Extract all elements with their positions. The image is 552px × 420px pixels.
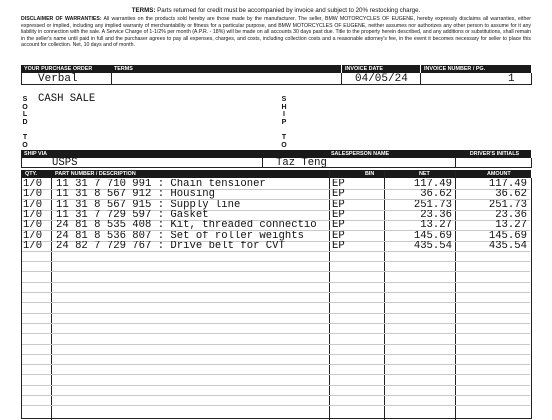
bin-cell: EP — [332, 230, 345, 241]
net-cell: 145.69 — [413, 230, 452, 241]
description-cell: 24 82 7 729 767 : Drive belt for CVT — [56, 240, 285, 251]
row-rule — [22, 323, 530, 324]
ship-via-value: USPS — [52, 157, 78, 169]
order-values-box — [21, 73, 532, 85]
bin-cell: EP — [332, 189, 345, 200]
salesperson-value: Taz Teng — [276, 157, 327, 169]
salesperson-label: SALESPERSON NAME — [262, 150, 455, 158]
description-cell: 11 31 7 710 991 : Chain tensioner — [56, 179, 266, 189]
terms-line — [0, 7, 552, 14]
row-rule — [22, 395, 530, 396]
description-cell: 24 81 8 536 807 : Set of roller weights — [56, 230, 304, 241]
invoice-date-value: 04/05/24 — [355, 73, 408, 85]
row-rule — [22, 405, 530, 406]
disclaimer-text: All warranties on the products sold hereby are those made by the manufacturer. The seller, BMW MOTORCYCLES OF EUGENE, hereby expressly disclaims all warranties, either expressed or implied, including any implied warranty of merchantability or fitness for a particular purpose, and BMW MOTORCYCLES OF EUGENE, neither assumes nor authorizes any other person to assume for it any liability in connection with the sale. A Service Charge of 1-1/2% per month (A.P.R. - 18%) will be made on all accounts 30 days past due. Title to the property herein described, and any additions or substitutions, shall remain in the seller's name until paid in full and the purchaser agrees to pay all expenses, charges, and costs, including collection costs and a reasonable attorney's fee, in the event it becomes necessary for seller to place this account for collection. Net, 10 days and of month. — [21, 16, 531, 49]
net-cell: 13.27 — [420, 220, 452, 231]
purchase-order-value: Verbal — [38, 73, 78, 85]
bin-header: BIN — [365, 171, 375, 177]
disclaimer-title: DISCLAIMER OF WARRANTIES: — [21, 16, 102, 22]
row-rule — [22, 354, 530, 355]
sold-to-value: CASH SALE — [38, 93, 96, 105]
row-rule — [22, 313, 530, 314]
row-rule — [22, 261, 530, 262]
description-cell: 11 31 8 567 915 : Supply line — [56, 199, 241, 210]
ship-via-label: SHIP VIA — [21, 150, 262, 158]
row-rule — [22, 385, 530, 386]
description-cell: 24 81 8 535 408 : Kit, threaded connectio — [56, 220, 317, 231]
qty-cell: 1/0 — [23, 209, 43, 220]
net-header: NET — [419, 171, 430, 177]
net-cell: 435.54 — [413, 240, 452, 251]
bin-cell: EP — [332, 209, 345, 220]
amount-cell: 251.73 — [488, 199, 527, 210]
row-rule — [22, 344, 530, 345]
bin-cell: EP — [332, 240, 345, 251]
row-rule — [22, 374, 530, 375]
part-header: PART NUMBER / DESCRIPTION — [55, 171, 136, 177]
row-rule — [22, 333, 530, 334]
net-cell: 117.49 — [413, 179, 452, 189]
amount-cell: 117.49 — [488, 179, 527, 189]
net-cell: 251.73 — [413, 199, 452, 210]
qty-header: QTY. — [25, 171, 37, 177]
ship-to-label: S H I P T O — [281, 96, 287, 149]
qty-cell: 1/0 — [23, 189, 43, 200]
qty-cell: 1/0 — [23, 240, 43, 251]
sold-to-label: S O L D T O — [22, 96, 28, 149]
disclaimer-block — [21, 16, 531, 49]
qty-cell: 1/0 — [23, 179, 43, 189]
qty-cell: 1/0 — [23, 230, 43, 241]
bin-cell: EP — [332, 220, 345, 231]
amount-cell: 13.27 — [495, 220, 527, 231]
row-rule — [22, 292, 530, 293]
amount-cell: 36.62 — [495, 189, 527, 200]
terms-label: TERMS — [111, 65, 341, 73]
net-cell: 36.62 — [420, 189, 452, 200]
row-rule — [22, 282, 530, 283]
description-cell: 11 31 8 567 912 : Housing — [56, 189, 215, 200]
invoice-number-value: 1 — [508, 73, 515, 85]
invoice-number-label: INVOICE NUMBER / PG. — [421, 65, 531, 73]
drivers-initials-label: DRIVER'S INITIALS — [455, 150, 531, 158]
qty-cell: 1/0 — [23, 199, 43, 210]
row-rule — [22, 364, 530, 365]
terms-text: Parts returned for credit must be accompanied by invoice and subject to 20% restocking charge. — [157, 7, 421, 14]
amount-cell: 145.69 — [488, 230, 527, 241]
row-rule — [22, 271, 530, 272]
row-rule — [22, 251, 530, 252]
terms-title: TERMS: — [131, 7, 156, 14]
bin-cell: EP — [332, 199, 345, 210]
qty-cell: 1/0 — [23, 220, 43, 231]
invoice-date-label: INVOICE DATE — [342, 65, 420, 73]
row-rule — [22, 302, 530, 303]
net-cell: 23.36 — [420, 209, 452, 220]
description-cell: 11 31 7 729 597 : Gasket — [56, 209, 209, 220]
amount-header: AMOUNT — [487, 171, 511, 177]
bin-cell: EP — [332, 179, 345, 189]
amount-cell: 23.36 — [495, 209, 527, 220]
amount-cell: 435.54 — [488, 240, 527, 251]
purchase-order-label: YOUR PURCHASE ORDER — [21, 65, 111, 73]
